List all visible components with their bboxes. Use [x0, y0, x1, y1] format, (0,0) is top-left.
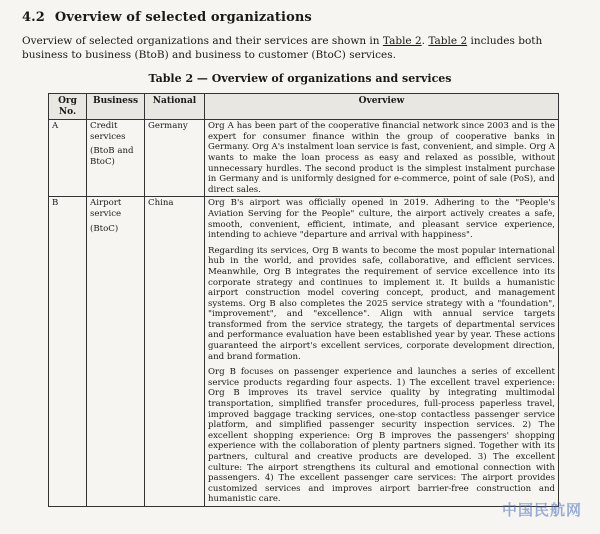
intro-text-1: Overview of selected organizations and their services are shown in — [22, 35, 383, 47]
overview-cell — [205, 120, 559, 197]
table-row — [49, 120, 559, 197]
table-ref-link-2[interactable]: Table 2 — [428, 35, 468, 47]
organizations-table — [48, 93, 559, 507]
org-no-cell: A — [49, 120, 87, 197]
header-org-no: Org No. — [49, 94, 87, 120]
business-cell — [87, 120, 145, 197]
table-header-row — [49, 94, 559, 120]
section-title: Overview of selected organizations — [54, 10, 312, 25]
header-overview: Overview — [205, 94, 559, 120]
overview-paragraph: Org B's airport was officially opened in 2019. Adhering to the "People's Aviation Serving for the People" culture, the airport actively creates a safe, smooth, convenient, efficient, intimate, and pleasant service experience, intending to achieve "departure and arrival with happiness". — [208, 198, 555, 241]
intro-paragraph — [22, 34, 570, 62]
header-business: Business — [87, 94, 145, 120]
overview-paragraph: Org B focuses on passenger experience and launches a series of excellent service products regarding four aspects. 1) The excellent travel experience: Org B improves its travel service quality by integrating multimodal transportation, simplified transfer procedures, full-process paperless travel, improved baggage tracking services, one-stop contactless passenger service platform, and simplified passenger security inspection services. 2) The excellent shopping experience: Org B improves the passengers' shopping experience with the collaboration of plenty partners signed. Together with its partners, cultural and creative products are developed. 3) The excellent culture: The airport strengthens its cultural and emotional connection with passengers. 4) The excellent passenger care services: The airport provides customized services and improves airport barrier-free construction and humanistic care. — [208, 367, 555, 505]
table-ref-link-1[interactable]: Table 2 — [382, 35, 422, 47]
overview-paragraph: Regarding its services, Org B wants to become the most popular international hub in the world, and provides safe, collaborative, and efficient services. Meanwhile, Org B integrates the requirement of service excellence into its corporate strategy and continues to implement it. It builds a humanistic airport construction model covering concept, product, and management systems. Org B also completes the 2025 service strategy with a "foundation", "improvement", and "excellence". Align with annual service targets transformed from the service strategy, the targets of departmental services and performance evaluation have been established year by year. These actions guaranteed the airport's excellent services, corporate development direction, and brand formation. — [208, 245, 555, 362]
national-cell: Germany — [145, 120, 205, 197]
business-sub: (BtoB and BtoC) — [90, 146, 134, 167]
org-no-cell: B — [49, 197, 87, 507]
table-caption: Table 2 — Overview of organizations and services — [148, 72, 452, 85]
section-number: 4.2 — [22, 10, 45, 25]
header-national: National — [145, 94, 205, 120]
business-main: Airport service — [90, 198, 122, 219]
overview-paragraph: Org A has been part of the cooperative financial network since 2003 and is the expert for consumer finance within the group of cooperative banks in Germany. Org A's instalment loan service is fast, convenient, and simple. Org A wants to make the loan process as easy and relaxed as possible, without unnecessary hurdles. The second product is the simplest instalment purchase in Germany and is uniformly designed for e-commerce, point of sale (PoS), and direct sales. — [208, 121, 555, 195]
intro-text-3: includes both business to business (BtoB) and business to customer (BtoC) services. — [22, 35, 543, 61]
intro-text-2: . — [421, 35, 429, 47]
business-main: Credit services — [90, 121, 126, 142]
business-cell — [87, 197, 145, 507]
watermark-logo: 中国民航网 — [501, 501, 582, 519]
table-row — [49, 197, 559, 507]
overview-cell — [205, 197, 559, 507]
national-cell: China — [145, 197, 205, 507]
business-sub: (BtoC) — [90, 223, 119, 234]
section-heading — [22, 10, 312, 25]
